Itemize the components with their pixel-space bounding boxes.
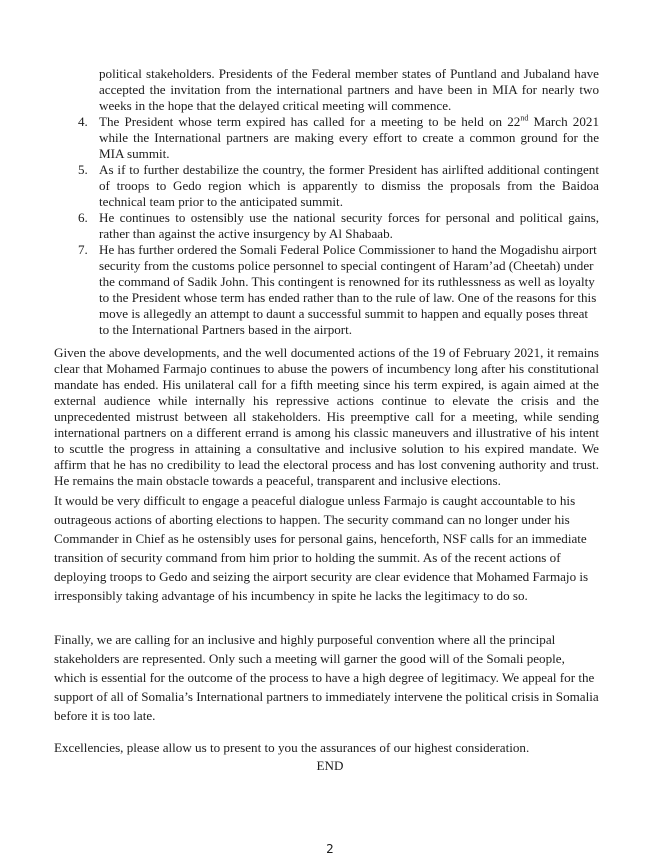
- end-marker-text: END: [316, 758, 344, 773]
- list-item-number: 7.: [78, 242, 88, 257]
- list-item-text-part: The President whose term expired has called for a meeting to be held on 22: [99, 114, 521, 129]
- paragraph-dialogue: It would be very difficult to engage a peaceful dialogue unless Farmajo is caught accountable to his outrageous actions of aborting elections to happen. The security command can no longer under his Commander in Chief as he ostensibly uses for personal gains, henceforth, NSF calls for an immediate transition of security command from him prior to holding the summit. As of the recent actions of deploying troops to Gedo and seizing the airport security are clear evidence that Mohamed Farmajo is irresponsibly taking advantage of his incumbency in spite he lacks the legitimacy to do so.: [54, 493, 589, 604]
- ordinal-suffix: nd: [520, 113, 529, 123]
- list-item-text: As if to further destabilize the country, the former President has airlifted additional contingent of troops to Gedo region which is apparently to dismiss the proposals from the Baidoa technical team prior to the anticipated summit.: [99, 162, 599, 209]
- list-item-5: [78, 162, 599, 210]
- list-item-3-continuation: [78, 66, 599, 114]
- paragraph-closing: Excellencies, please allow us to present to you the assurances of our highest consideration.: [54, 740, 530, 755]
- list-item-number: 4.: [78, 114, 88, 129]
- list-item-text: He continues to ostensibly use the national security forces for personal and political gains, rather than against the active insurgency by Al Shabaab.: [99, 210, 599, 241]
- paragraph-developments: Given the above developments, and the well documented actions of the 19 of February 2021, it remains clear that Mohamed Farmajo continues to abuse the powers of incumbency long after his constitutional mandate has ended. His unilateral call for a fifth meeting since his term expired, is again aimed at the external audience while internally his repressive actions continue to elevate the crisis and the unprecedented mistrust between all stakeholders. His preemptive call for a meeting, while sending international partners on a different errand is among his classic maneuvers and illustrative of his intent to scuttle the progress in attaining a consultative and inclusive solution to his expired mandate. We affirm that he has no credibility to lead the electoral process and has lost convening authority and trust. He remains the main obstacle towards a peaceful, transparent and inclusive elections.: [54, 345, 599, 488]
- numbered-list: [78, 66, 599, 338]
- paragraph-convention: Finally, we are calling for an inclusive and highly purposeful convention where all the principal stakeholders are represented. Only such a meeting will garner the good will of the Somali people, which is essential for the outcome of the process to have a high degree of legitimacy. We appeal for the support of all of Somalia’s International partners to immediately intervene the political crisis in Somalia before it is too late.: [54, 632, 599, 724]
- list-item-text: political stakeholders. Presidents of the Federal member states of Puntland and Jubaland have accepted the invitation from the international partners and have been in MIA for nearly two weeks in the hope that the delayed critical meeting will commence.: [99, 66, 599, 113]
- end-marker: [0, 758, 660, 774]
- page-number: 2: [326, 842, 334, 856]
- list-item-6: [78, 210, 599, 242]
- list-item-4: [78, 114, 599, 162]
- list-item-number: 6.: [78, 210, 88, 225]
- list-item-7: [78, 242, 599, 338]
- list-item-text: He has further ordered the Somali Federal Police Commissioner to hand the Mogadishu airport security from the customs police personnel to special contingent of Haram’ad (Cheetah) under the command of Sadik John. This contingent is renowned for its ruthlessness as well as loyalty to the President whose term has ended rather than to the rule of law. One of the reasons for this move is allegedly an attempt to daunt a successful summit to happen and equally poses threat to the International Partners based in the airport.: [99, 242, 597, 337]
- list-item-text: [99, 114, 599, 162]
- list-item-text-part: March 2021 while the International partners are making every effort to create a common ground for the MIA summit.: [99, 114, 599, 161]
- list-item-number: 5.: [78, 162, 88, 177]
